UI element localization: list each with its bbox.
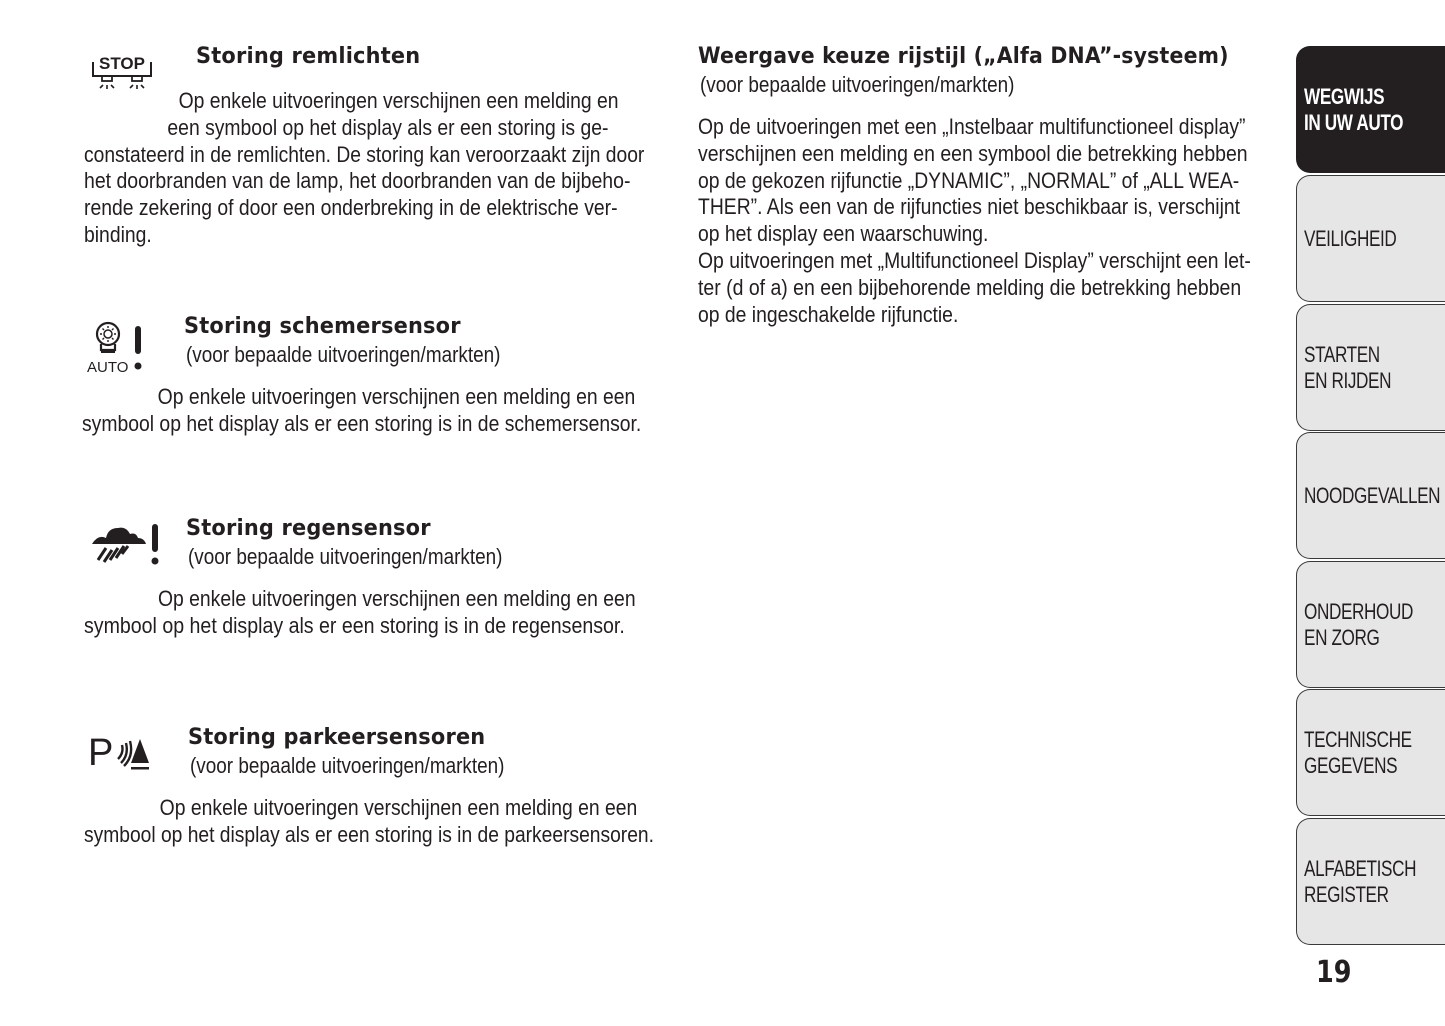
tab-technische-gegevens[interactable]: TECHNISCHE GEGEVENS <box>1296 689 1445 816</box>
section-body: Op de uitvoeringen met een „Instelbaar multifunctioneel display” verschijnen een melding en een symbool die betrekking hebben op de gekozen rijfunctie „DYNAMIC”, „NORMAL” of „ALL WEA- THER”. Als een van de rijfuncties niet beschikbaar is, verschijnt op het display een waarschuwing. Op uitvoeringen met „Multifunctioneel Display” verschijnt een let- ter (d of a) en een bijbehorende melding die betrekking hebben op de ingeschakelde rijfunctie. <box>698 114 1251 327</box>
tab-wegwijs-in-uw-auto[interactable]: WEGWIJS IN UW AUTO <box>1296 46 1445 173</box>
section-body: Op enkele uitvoeringen verschijnen een melding en een symbool op het display als er een storing is ge- constateerd in de remlichten. De storing kan veroorzaakt zijn door het doorbranden van de lamp, het doorbranden van de bijbeho- rende zekering of door een onderbreking in de elektrische ver- binding. <box>84 88 645 247</box>
svg-text:STOP: STOP <box>99 54 145 73</box>
tab-onderhoud-en-zorg[interactable]: ONDERHOUD EN ZORG <box>1296 561 1445 688</box>
section-body: Op enkele uitvoeringen verschijnen een melding en een symbool op het display als er een storing is in de parkeersensoren. <box>84 795 654 847</box>
section-subtitle: (voor bepaalde uitvoeringen/markten) <box>190 753 505 778</box>
section-subtitle: (voor bepaalde uitvoeringen/markten) <box>188 544 503 569</box>
tab-veiligheid[interactable]: VEILIGHEID <box>1296 175 1445 302</box>
section-body: Op enkele uitvoeringen verschijnen een melding en een symbool op het display als er een storing is in de regensensor. <box>84 586 636 638</box>
tab-noodgevallen[interactable]: NOODGEVALLEN <box>1296 432 1445 559</box>
page-number: 19 <box>1316 955 1352 990</box>
parking-sensor-icon <box>88 729 154 773</box>
section-body: Op enkele uitvoeringen verschijnen een melding en een symbool op het display als er een storing is in de schemersensor. <box>82 384 642 436</box>
dusk-sensor-auto-icon <box>86 318 148 376</box>
section-title: Storing remlichten <box>196 44 421 69</box>
section-title: Storing parkeersensoren <box>188 725 486 750</box>
tab-starten-en-rijden[interactable]: STARTEN EN RIJDEN <box>1296 304 1445 431</box>
section-subtitle: (voor bepaalde uitvoeringen/markten) <box>700 72 1015 97</box>
section-title: Storing schemersensor <box>184 314 461 339</box>
svg-text:AUTO: AUTO <box>87 359 129 376</box>
rain-sensor-icon <box>90 520 164 570</box>
tab-alfabetisch-register[interactable]: ALFABETISCH REGISTER <box>1296 818 1445 945</box>
section-subtitle: (voor bepaalde uitvoeringen/markten) <box>186 342 501 367</box>
section-title: Weergave keuze rijstijl („Alfa DNA”-systeem) <box>698 44 1229 69</box>
section-title: Storing regensensor <box>186 516 431 541</box>
svg-text:P: P <box>88 732 114 773</box>
